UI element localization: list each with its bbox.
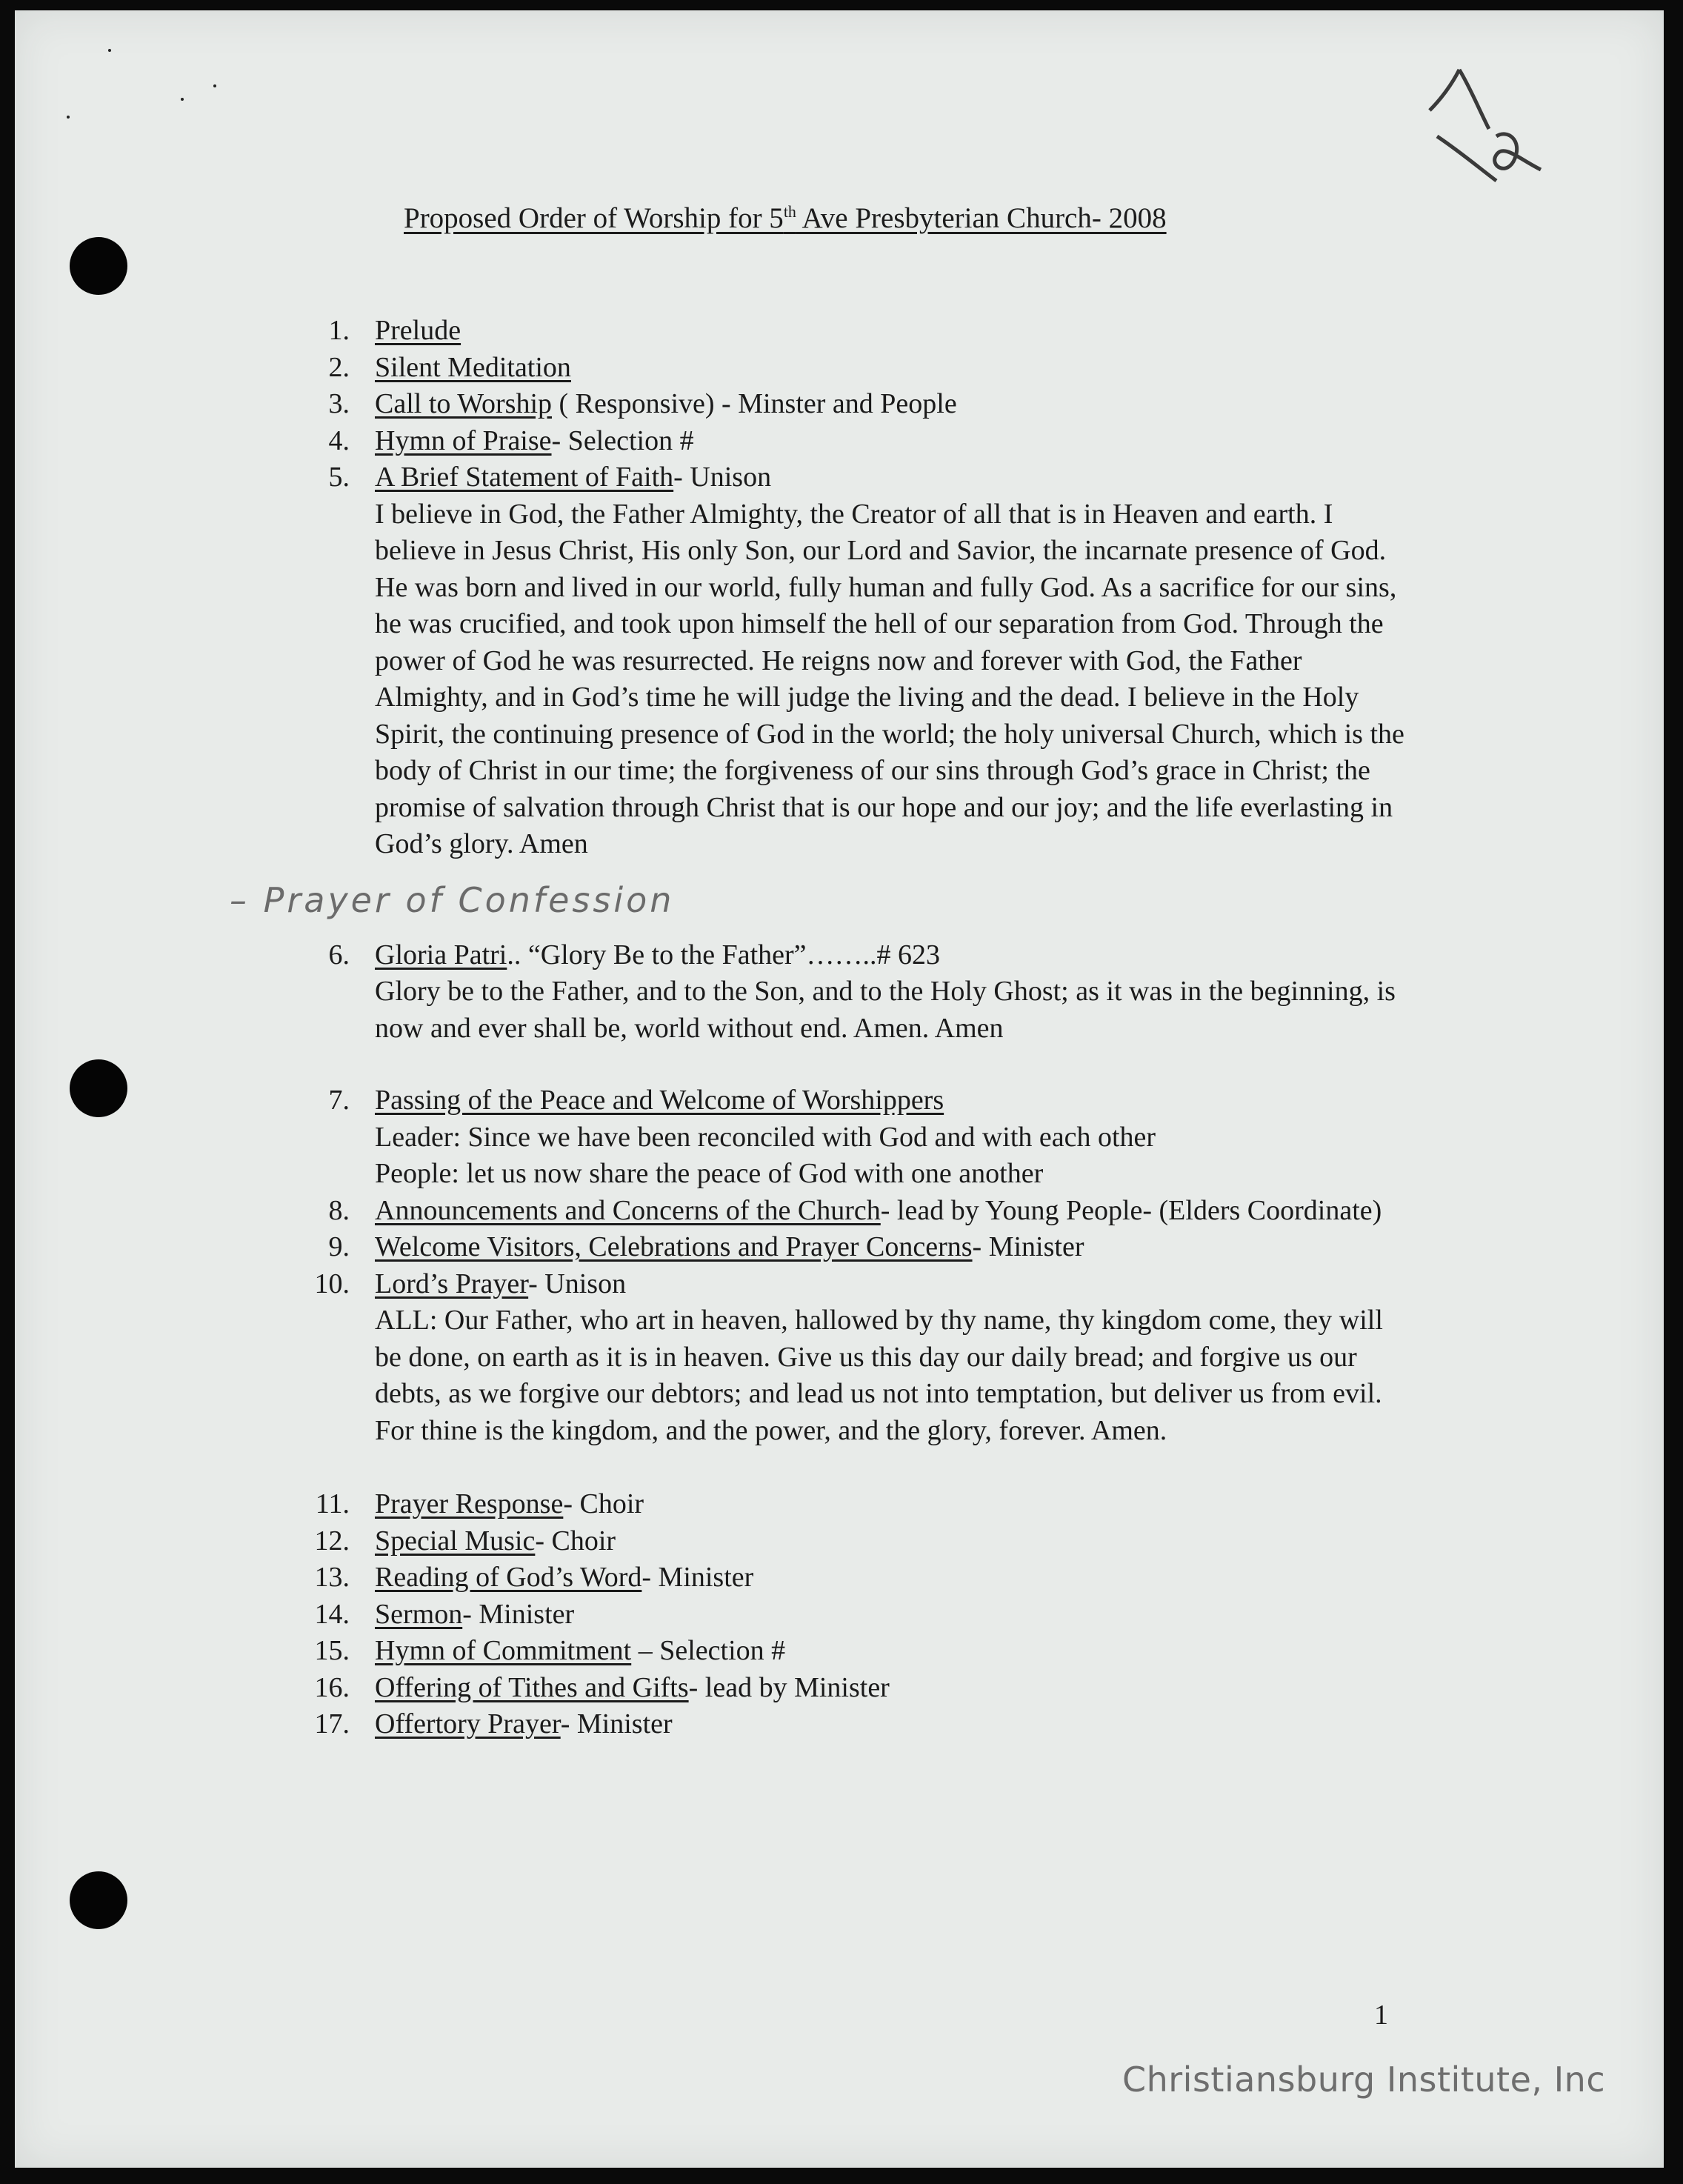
list-item: 8. Announcements and Concerns of the Church- lead by Young People- (Elders Coordinate) (328, 1194, 1382, 1226)
list-item: 9. Welcome Visitors, Celebrations and Prayer Concerns- Minister (328, 1231, 1084, 1262)
list-item: 6. Gloria Patri.. “Glory Be to the Father”……..# 623 Glory be to the Father, and to the Son, and to the Holy Ghost; as it was in the beginning, is now and ever shall be, world without end. Amen. Amen (296, 937, 1407, 1048)
speck (213, 84, 216, 87)
list-item: 7. Passing of the Peace and Welcome of Worshippers Leader: Since we have been reconciled with God and with each other People: let us now share the peace of God with one another (296, 1082, 1407, 1193)
speck (181, 98, 184, 101)
handwritten-corner-mark (1407, 55, 1556, 188)
gloria-patri-text: Glory be to the Father, and to the Son, and to the Holy Ghost; as it was in the beginning, is now and ever shall be, world without end. Amen. Amen (375, 976, 1396, 1044)
list-item: 17. Offertory Prayer- Minister (314, 1708, 673, 1739)
list-item: 5. A Brief Statement of Faith- Unison I believe in God, the Father Almighty, the Creator of all that is in Heaven and earth. I believe in Jesus Christ, His only Son, our Lord and Savior, the incarnate presence of God. He was born and lived in our world, fully human and fully God. As a sacrifice for our sins, he was crucified, and took upon himself the hell of our separation from God. Through the power of God he was resurrected. He reigns now and forever with God, the Father Almighty, and in God’s time he will judge the living and the dead. I believe in the Holy Spirit, the continuing presence of God in the world; the holy universal Church, which is the body of Christ in our time; the forgiveness of our sins through God’s grace in Christ; the promise of salvation through Christ that is our hope and our joy; and the life everlasting in God’s glory. Amen (296, 459, 1407, 863)
leader-line: Leader: Since we have been reconciled with God and with each other (375, 1121, 1156, 1153)
list-item: 12. Special Music- Choir (314, 1525, 616, 1557)
speck (108, 49, 111, 52)
speck (67, 116, 70, 119)
punch-hole-top (70, 237, 127, 295)
statement-of-faith-text: I believe in God, the Father Almighty, the Creator of all that is in Heaven and earth. I believe in Jesus Christ, His only Son, our Lord and Savior, the incarnate presence of God. He was born and lived in our world, fully human and fully God. As a sacrifice for our sins, he was crucified, and took upon himself the hell of our separation from God. Through the power of God he was resurrected. He reigns now and forever with God, the Father Almighty, and in God’s time he will judge the living and the dead. I believe in the Holy Spirit, the continuing presence of God in the world; the holy universal Church, which is the body of Christ in our time; the forgiveness of our sins through God’s grace in Christ; the promise of salvation through Christ that is our hope and our joy; and the life everlasting in God’s glory. Amen (375, 498, 1404, 859)
lords-prayer-text: ALL: Our Father, who art in heaven, hallowed by thy name, thy kingdom come, they will be done, on earth as it is in heaven. Give us this day our daily bread; and forgive us our debts, as we forgive our debtors; and lead us not into temptation, but deliver us from evil. For thine is the kingdom, and the power, and the glory, forever. Amen. (375, 1305, 1383, 1446)
list-item: 1. Prelude (328, 315, 461, 346)
list-item: 11. Prayer Response- Choir (315, 1488, 644, 1519)
watermark: Christiansburg Institute, Inc (1122, 2060, 1606, 2100)
handwritten-note: – Prayer of Confession (230, 879, 675, 920)
list-item: 3. Call to Worship ( Responsive) - Minster and People (328, 388, 957, 419)
list-item: 16. Offering of Tithes and Gifts- lead by Minister (314, 1671, 890, 1703)
document-title: Proposed Order of Worship for 5th Ave Presbyterian Church- 2008 (404, 202, 1167, 234)
list-item: 2. Silent Meditation (328, 351, 571, 383)
list-item: 4. Hymn of Praise- Selection # (328, 425, 694, 456)
punch-hole-bottom (70, 1871, 127, 1929)
svg-text:16: 16 (1474, 136, 1475, 137)
page-number: 1 (1374, 2000, 1388, 2031)
list-item: 13. Reading of God’s Word- Minister (314, 1562, 754, 1593)
punch-hole-middle (70, 1059, 127, 1117)
people-line: People: let us now share the peace of God with one another (375, 1158, 1044, 1189)
list-item: 14. Sermon- Minister (314, 1598, 575, 1630)
list-item: 10. Lord’s Prayer- Unison ALL: Our Father, who art in heaven, hallowed by thy name, thy kingdom come, they will be done, on earth as it is in heaven. Give us this day our daily bread; and forgive us our debts, as we forgive our debtors; and lead us not into temptation, but deliver us from evil. For thine is the kingdom, and the power, and the glory, forever. Amen. (296, 1266, 1407, 1450)
list-item: 15. Hymn of Commitment – Selection # (314, 1635, 786, 1666)
order-of-worship-list (230, 313, 1407, 1743)
